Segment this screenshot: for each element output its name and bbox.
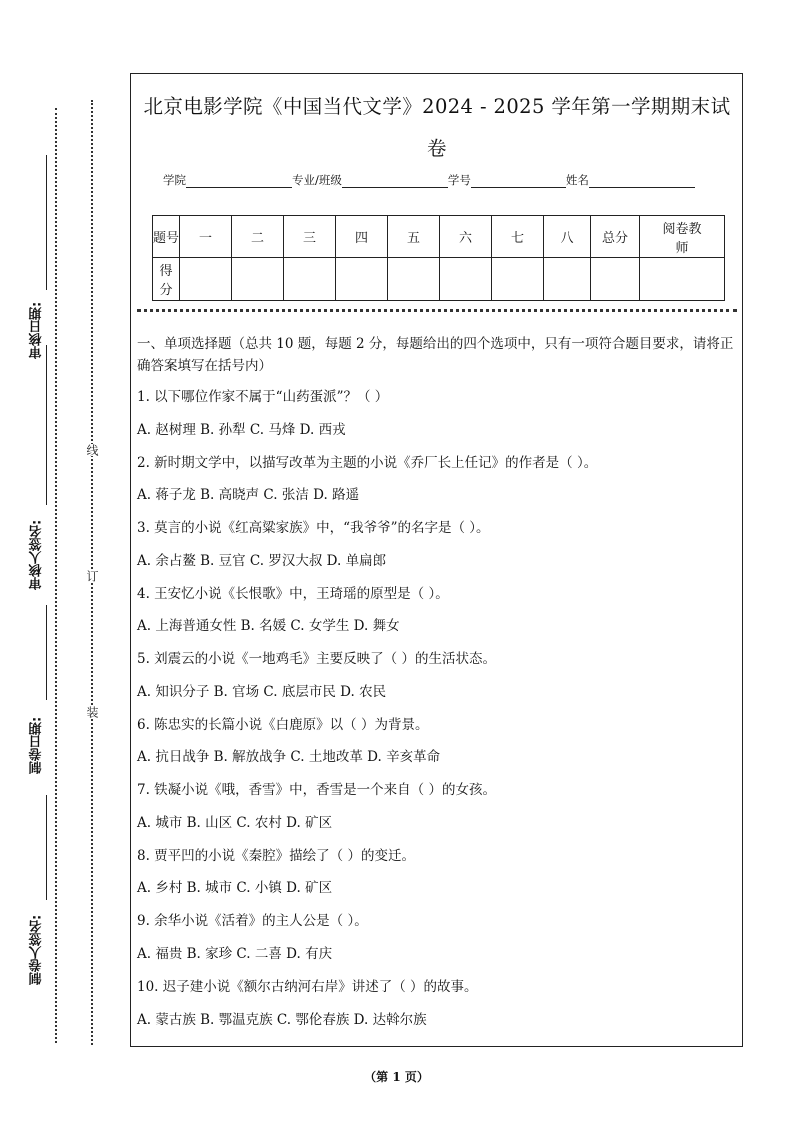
col-3: 三	[284, 216, 336, 258]
options: A. 余占鳌 B. 豆官 C. 罗汉大叔 D. 单扁郎	[137, 553, 387, 569]
question: 6. 陈忠实的长篇小说《白鹿原》以（ ）为背景。	[137, 717, 429, 733]
question: 5. 刘震云的小说《一地鸡毛》主要反映了（ ）的生活状态。	[137, 651, 496, 667]
major-class-label: 专业/班级	[292, 173, 342, 187]
options: A. 蒋子龙 B. 高晓声 C. 张洁 D. 路遥	[137, 487, 360, 503]
options: A. 抗日战争 B. 解放战争 C. 土地改革 D. 辛亥革命	[137, 749, 441, 765]
score-cell[interactable]	[180, 258, 232, 301]
score-cell[interactable]	[544, 258, 591, 301]
question: 9. 余华小说《活着》的主人公是（ ）。	[137, 913, 368, 929]
col-5: 五	[388, 216, 440, 258]
question: 7. 铁凝小说《哦，香雪》中，香雪是一个来自（ ）的女孩。	[137, 782, 496, 798]
separator-dots	[137, 309, 737, 312]
score-label: 得分	[153, 258, 180, 301]
question: 3. 莫言的小说《红高粱家族》中，“我爷爷”的名字是（ ）。	[137, 520, 490, 536]
score-cell[interactable]	[440, 258, 492, 301]
name-field[interactable]	[589, 173, 695, 188]
section-header: 一、单项选择题（总共 10 题，每题 2 分，每题给出的四个选项中，只有一项符合题目要求，请将正确答案填写在括号内）	[137, 336, 734, 374]
review-date-label: 审核日期:	[29, 301, 45, 359]
college-field[interactable]	[186, 173, 292, 188]
score-cell[interactable]	[388, 258, 440, 301]
options: A. 赵树理 B. 孙犁 C. 马烽 D. 西戎	[137, 422, 346, 438]
col-1: 一	[180, 216, 232, 258]
question: 10. 迟子建小说《额尔古纳河右岸》讲述了（ ）的故事。	[137, 979, 478, 995]
options: A. 蒙古族 B. 鄂温克族 C. 鄂伦春族 D. 达斡尔族	[137, 1012, 427, 1028]
student-id-field[interactable]	[471, 173, 566, 188]
reviewer-sign-line	[46, 345, 47, 505]
review-date-line	[46, 155, 47, 290]
student-id-label: 学号	[447, 173, 471, 187]
question: 4. 王安忆小说《长恨歌》中，王琦瑶的原型是（ ）。	[137, 586, 449, 602]
reviewer-sign-label: 审核人签名:	[29, 519, 45, 591]
college-label: 学院	[163, 173, 186, 187]
maker-date-line	[46, 605, 47, 700]
options: A. 城市 B. 山区 C. 农村 D. 矿区	[137, 815, 333, 831]
score-cell[interactable]	[284, 258, 336, 301]
name-label: 姓名	[565, 173, 589, 187]
maker-sign-label: 制卷人签名:	[29, 914, 45, 986]
score-table-score-row	[153, 258, 725, 301]
exam-title: 北京电影学院《中国当代文学》2024 - 2025 学年第一学期期末试卷	[143, 95, 731, 160]
page-number: （第 1 页）	[364, 1070, 429, 1084]
question: 1. 以下哪位作家不属于“山药蛋派”？（ ）	[137, 389, 389, 405]
col-grader: 阅卷教师	[640, 216, 725, 258]
col-4: 四	[336, 216, 388, 258]
options: A. 福贵 B. 家珍 C. 二喜 D. 有庆	[137, 946, 333, 962]
score-cell[interactable]	[336, 258, 388, 301]
question-number-label: 题号	[153, 216, 180, 258]
score-table-header-row	[153, 216, 725, 258]
outer-dotted-line	[55, 108, 57, 1043]
col-6: 六	[440, 216, 492, 258]
question: 8. 贾平凹的小说《秦腔》描绘了（ ）的变迁。	[137, 848, 415, 864]
score-cell[interactable]	[640, 258, 725, 301]
options: A. 知识分子 B. 官场 C. 底层市民 D. 农民	[137, 684, 387, 700]
binding-char-zhuang: 装	[85, 706, 99, 718]
col-8: 八	[544, 216, 591, 258]
binding-char-xian: 线	[85, 444, 99, 456]
options: A. 乡村 B. 城市 C. 小镇 D. 矿区	[137, 880, 333, 896]
question: 2. 新时期文学中，以描写改革为主题的小说《乔厂长上任记》的作者是（ ）。	[137, 455, 598, 471]
maker-sign-line	[46, 795, 47, 900]
student-info-row	[163, 172, 723, 188]
col-total: 总分	[591, 216, 640, 258]
score-cell[interactable]	[492, 258, 544, 301]
score-cell[interactable]	[232, 258, 284, 301]
score-cell[interactable]	[591, 258, 640, 301]
score-table	[152, 215, 725, 301]
binding-char-ding: 订	[85, 570, 99, 582]
maker-date-label: 制卷日期:	[29, 716, 45, 774]
col-7: 七	[492, 216, 544, 258]
major-class-field[interactable]	[342, 173, 448, 188]
options: A. 上海普通女性 B. 名媛 C. 女学生 D. 舞女	[137, 618, 400, 634]
col-2: 二	[232, 216, 284, 258]
